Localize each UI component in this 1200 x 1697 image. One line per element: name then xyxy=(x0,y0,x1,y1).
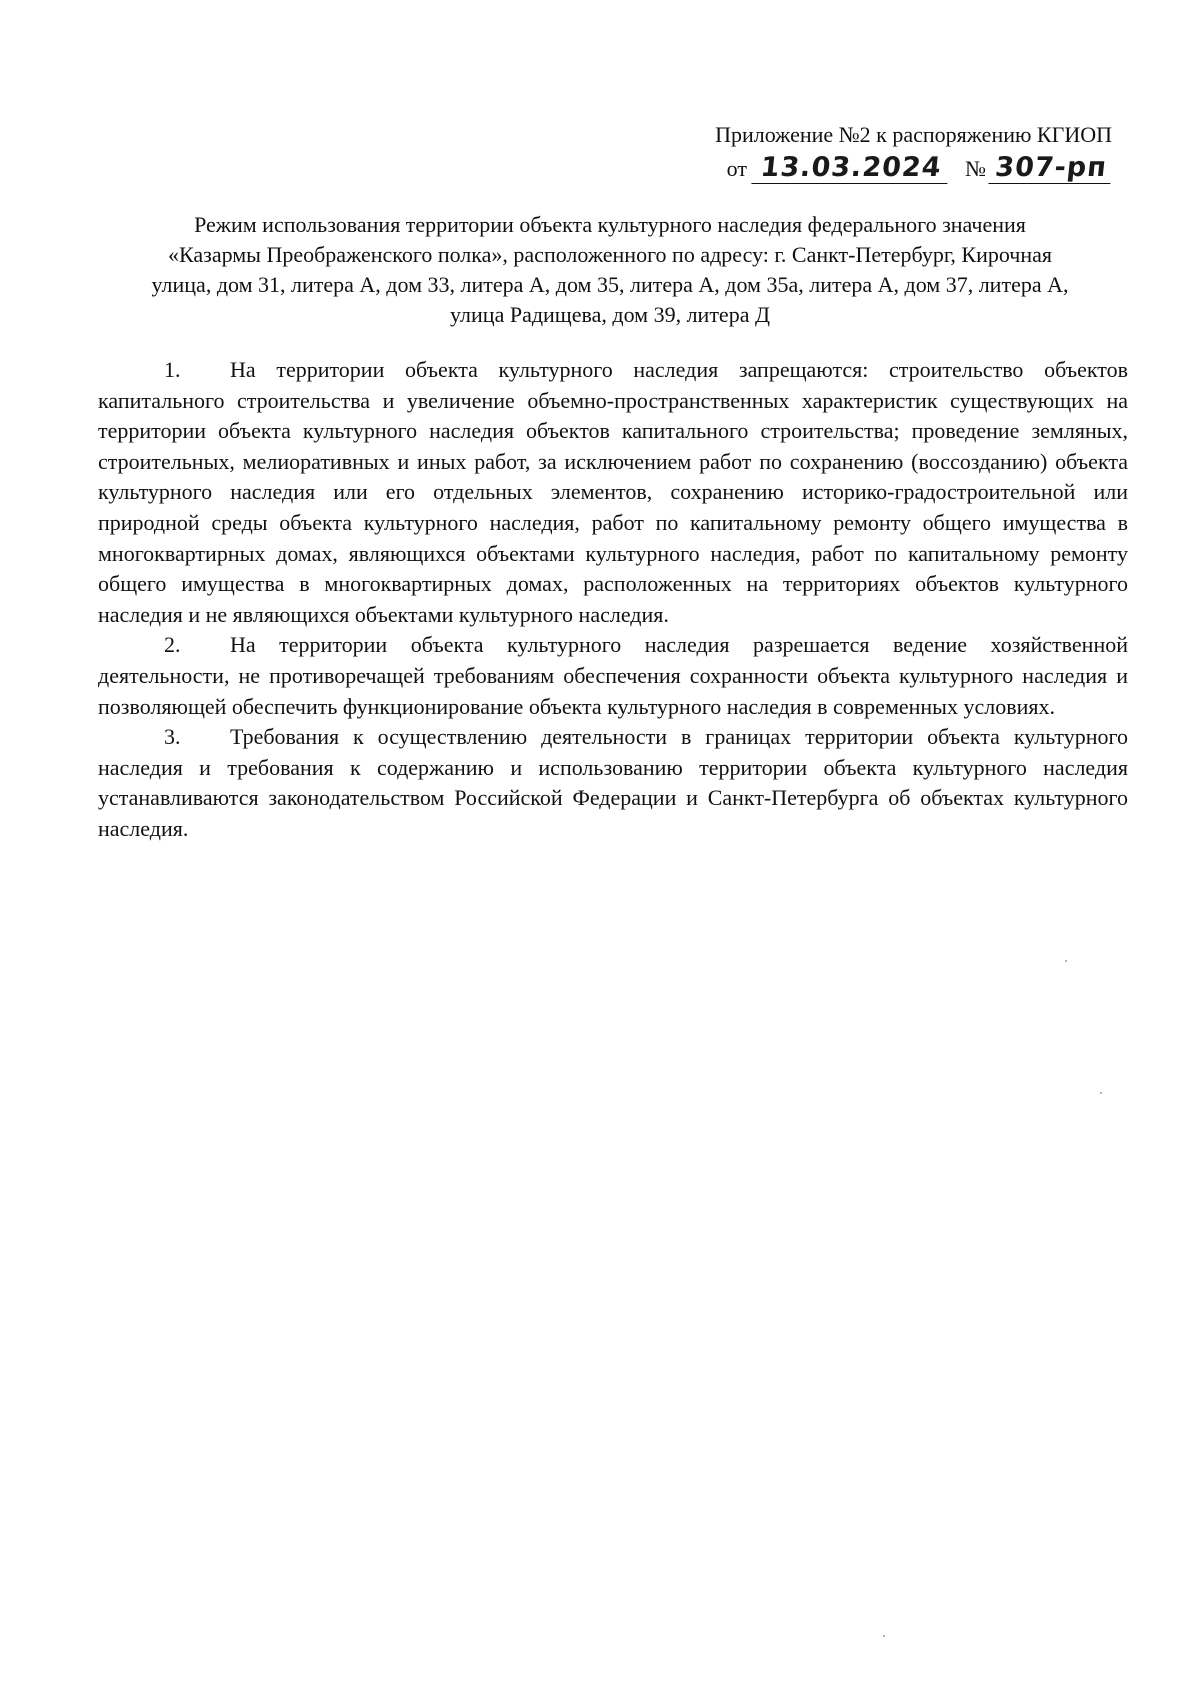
date-prefix: от xyxy=(726,156,747,181)
title-line: Режим использования территории объекта культурного наследия федерального значения xyxy=(194,212,1026,237)
title-line: улица Радищева, дом 39, литера Д xyxy=(450,302,770,327)
clause-2 xyxy=(98,630,1128,722)
handwritten-number: 307-рп xyxy=(988,153,1113,184)
clause-1 xyxy=(98,355,1128,630)
scan-speck xyxy=(1065,960,1067,962)
scan-speck xyxy=(1100,1092,1102,1094)
appendix-reference xyxy=(672,120,1112,184)
title-line: «Казармы Преображенского полка», расположенного по адресу: г. Санкт-Петербург, Кирочная xyxy=(167,242,1053,267)
clause-text: На территории объекта культурного наследия запрещаются: строительство объектов капитального строительства и увеличение объемно-пространственных характеристик существующих на территории объекта культурного наследия объектов капитального строительства; проведение земляных, строительных, мелиоративных и иных работ, за исключением работ по сохранению (воссозданию) объекта культурного наследия или его отдельных элементов, сохранению историко-градостроительной или природной среды объекта культурного наследия, работ по капитальному ремонту общего имущества в многоквартирных домах, являющихся объектами культурного наследия, работ по капитальному ремонту общего имущества в многоквартирных домах, расположенных на территориях объектов культурного наследия и не являющихся объектами культурного наследия. xyxy=(98,357,1128,627)
title-line: улица, дом 31, литера А, дом 33, литера А, дом 35, литера А, дом 35а, литера А, дом 37, литера А, xyxy=(151,272,1069,297)
clause-number: 2. xyxy=(164,632,181,658)
clause-number: 3. xyxy=(164,724,181,750)
clause-text: Требования к осуществлению деятельности в границах территории объекта культурного наследия и требования к содержанию и использованию территории объекта культурного наследия устанавливаются законодательством Российской Федерации и Санкт-Петербурга об объектах культурного наследия. xyxy=(98,724,1128,841)
scan-speck xyxy=(883,1635,885,1637)
clause-3 xyxy=(98,722,1128,844)
appendix-title: Приложение №2 к распоряжению КГИОП xyxy=(715,122,1112,147)
number-prefix: № xyxy=(965,156,986,181)
clause-number: 1. xyxy=(164,357,181,382)
clause-text: На территории объекта культурного наследия разрешается ведение хозяйственной деятельности, не противоречащей требованиям обеспечения сохранности объекта культурного наследия и позволяющей обеспечить функционирование объекта культурного наследия в современных условиях. xyxy=(98,632,1128,719)
handwritten-date: 13.03.2024 xyxy=(751,153,950,184)
document-body xyxy=(98,355,1128,845)
appendix-date-number-line xyxy=(672,150,1112,184)
document-title xyxy=(92,210,1128,330)
